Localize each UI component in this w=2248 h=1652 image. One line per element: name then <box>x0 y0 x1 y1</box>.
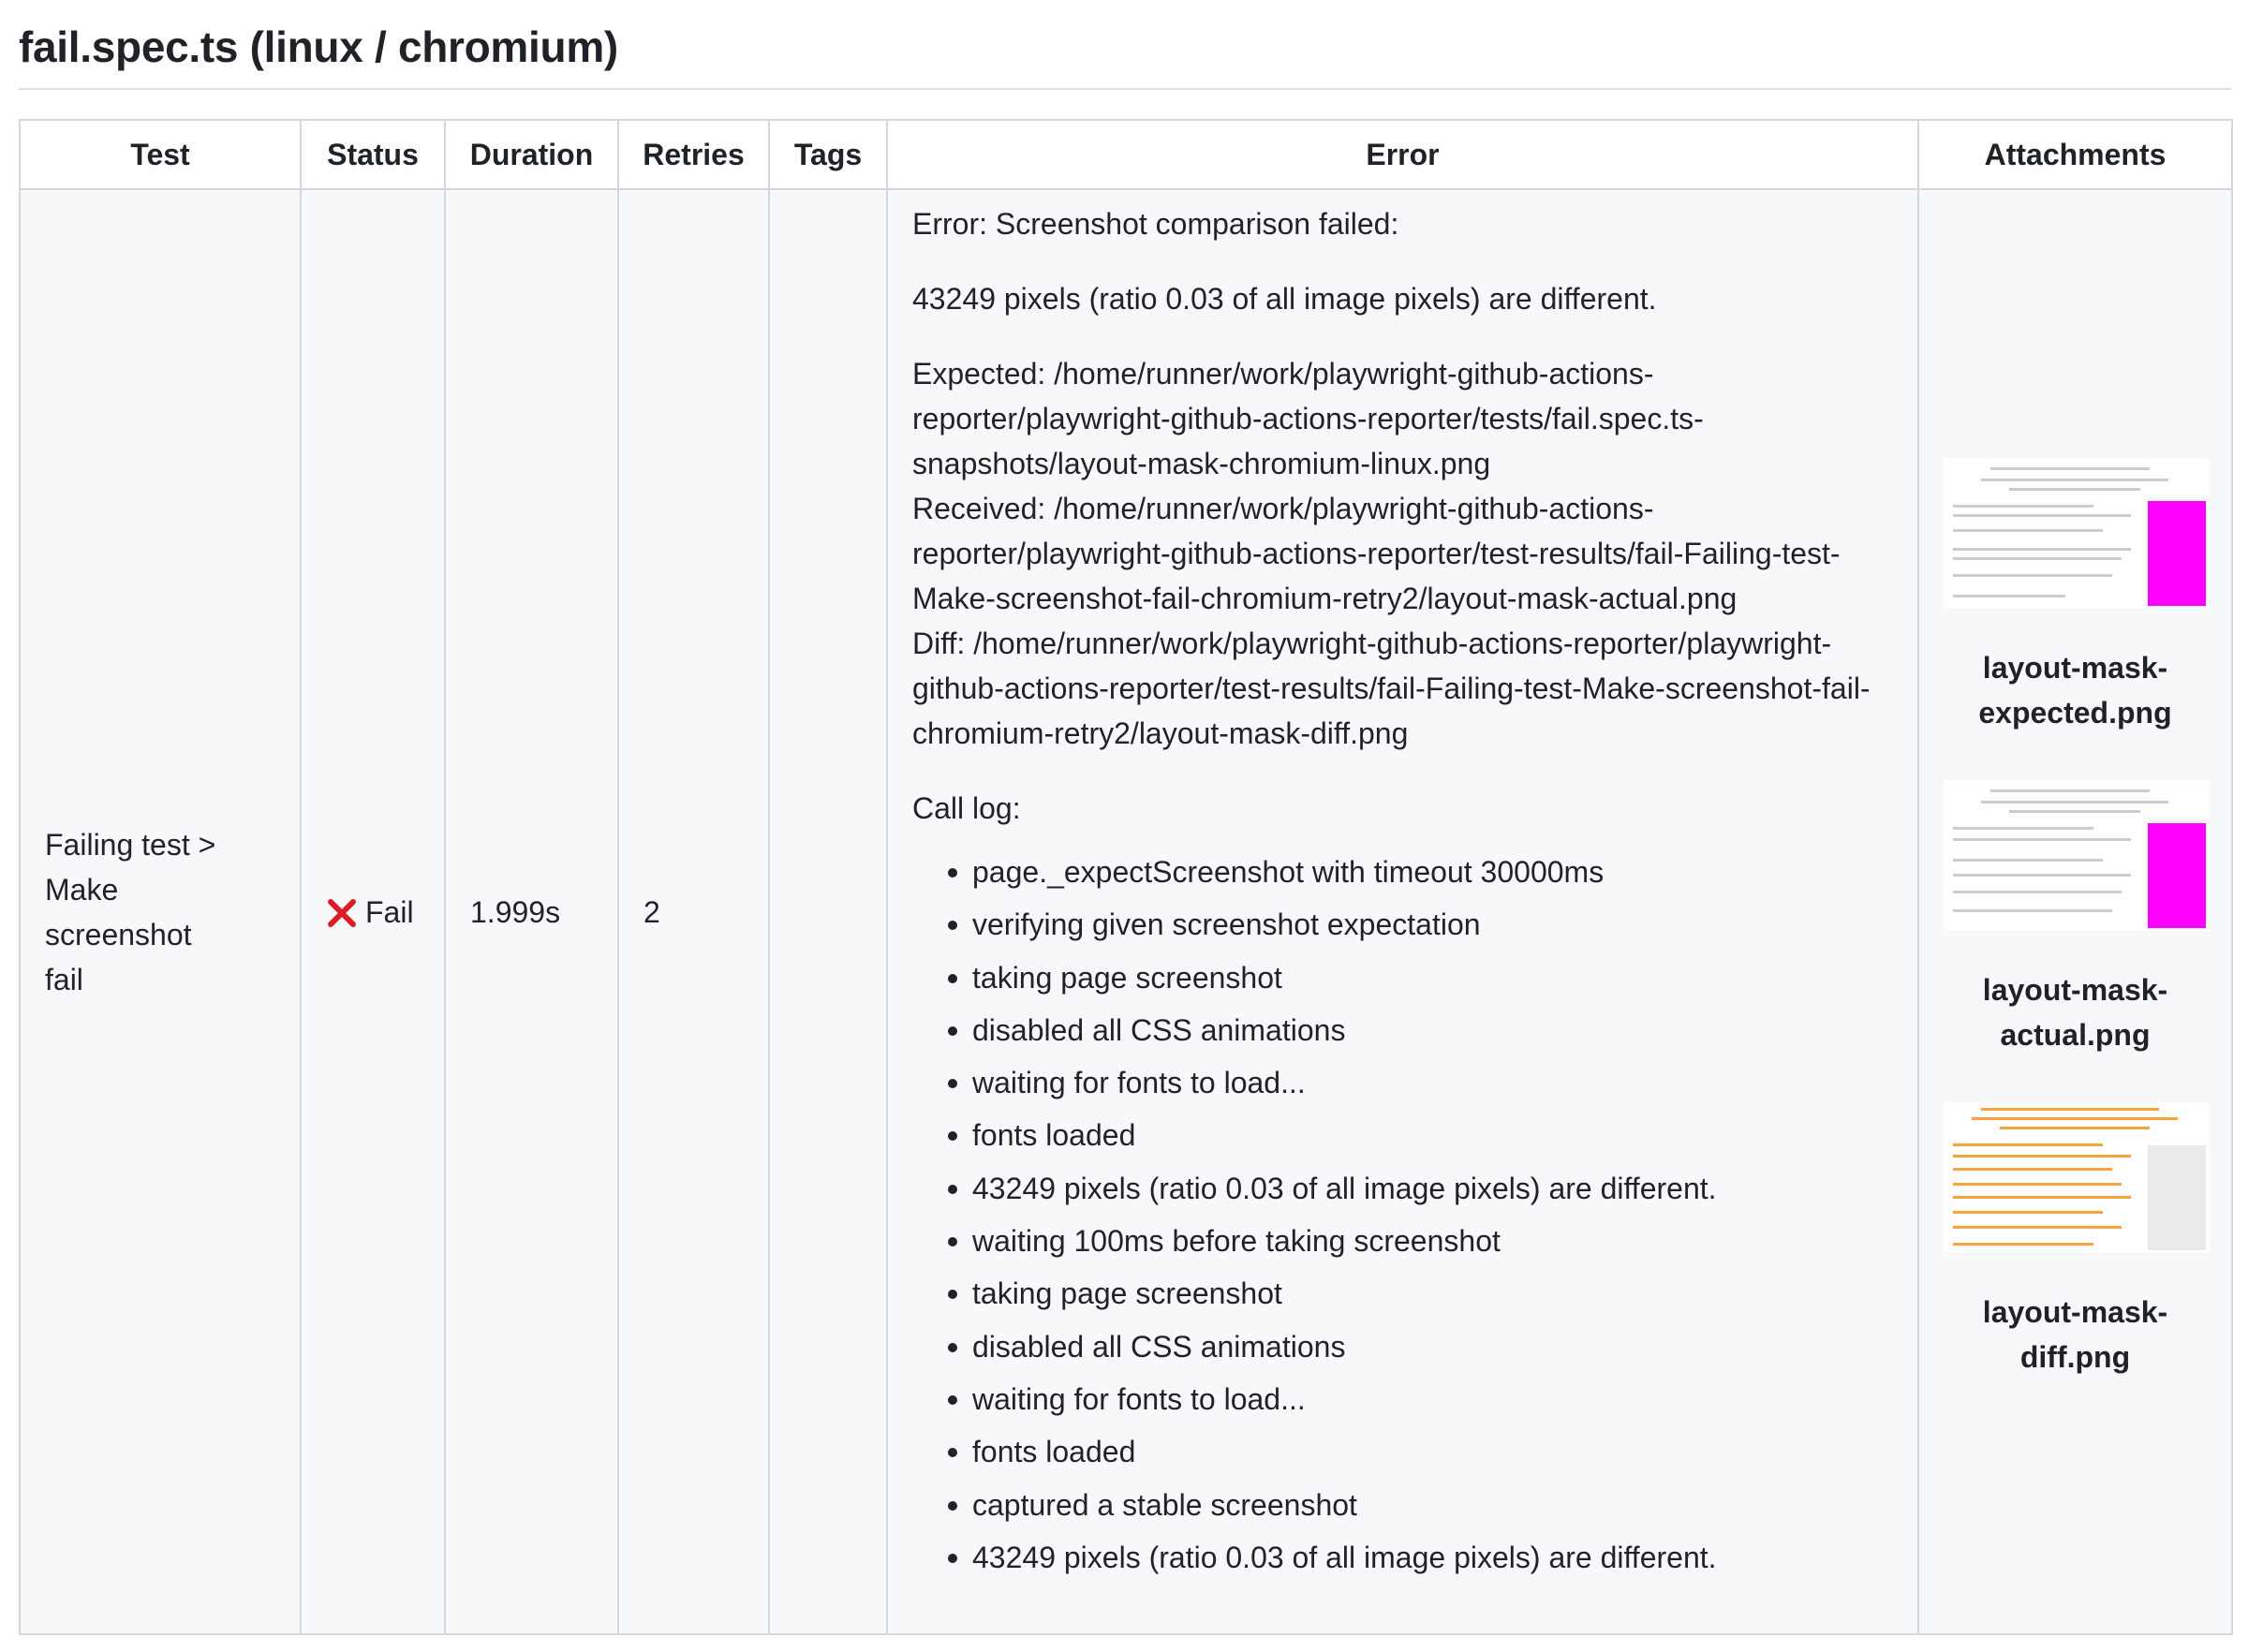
attachment-actual[interactable] <box>1944 780 2207 1091</box>
retries-cell: 2 <box>618 189 769 1634</box>
col-header-duration: Duration <box>445 120 618 189</box>
attachment-diff[interactable] <box>1944 1102 2207 1413</box>
diff-path: Diff: /home/runner/work/playwright-github-actions-reporter/playwright-github-actions-reporter/test-results/fail-Failing-test-Make-screenshot-fail-chromium-retry2/layout-mask-diff.png <box>912 627 1871 750</box>
col-header-tags: Tags <box>769 120 887 189</box>
col-header-error: Error <box>887 120 1918 189</box>
test-name: Failing test > Make screenshot fail <box>45 827 216 996</box>
list-item: taking page screenshot <box>948 951 1893 1004</box>
error-summary: 43249 pixels (ratio 0.03 of all image pixels) are different. <box>912 282 1657 316</box>
header-row <box>20 120 2232 189</box>
test-name-cell <box>20 189 301 1634</box>
x-mark-icon <box>326 896 358 928</box>
duration-cell: 1.999s <box>445 189 618 1634</box>
expected-thumbnail[interactable] <box>1944 458 2210 608</box>
col-header-attachments: Attachments <box>1918 120 2232 189</box>
list-item: page._expectScreenshot with timeout 30000ms <box>948 846 1893 898</box>
call-log-label: Call log: <box>912 791 1021 825</box>
list-item: waiting 100ms before taking screenshot <box>948 1215 1893 1267</box>
attachment-name: layout-mask-expected.png <box>1978 651 2172 730</box>
received-path: Received: /home/runner/work/playwright-github-actions-reporter/playwright-github-actions-reporter/test-results/fail-Failing-test-Make-screenshot-fail-chromium-retry2/layout-mask-actual.png <box>912 492 1841 615</box>
list-item: fonts loaded <box>948 1425 1893 1478</box>
page-title: fail.spec.ts (linux / chromium) <box>19 0 2231 90</box>
list-item: verifying given screenshot expectation <box>948 898 1893 951</box>
list-item: disabled all CSS animations <box>948 1004 1893 1056</box>
list-item: waiting for fonts to load... <box>948 1056 1893 1109</box>
col-header-retries: Retries <box>618 120 769 189</box>
results-table <box>19 119 2233 1635</box>
attachment-name: layout-mask-actual.png <box>1982 973 2168 1052</box>
list-item: 43249 pixels (ratio 0.03 of all image pixels) are different. <box>948 1531 1893 1584</box>
error-cell <box>887 189 1918 1634</box>
attachment-name: layout-mask-diff.png <box>1982 1295 2168 1374</box>
tags-cell <box>769 189 887 1634</box>
actual-thumbnail[interactable] <box>1944 780 2210 930</box>
attachments-cell <box>1918 189 2232 1634</box>
status-text: Fail <box>365 894 414 929</box>
attachment-expected[interactable] <box>1944 458 2207 769</box>
list-item: disabled all CSS animations <box>948 1320 1893 1373</box>
diff-thumbnail[interactable] <box>1944 1102 2210 1252</box>
table-row <box>20 189 2232 1634</box>
list-item: captured a stable screenshot <box>948 1479 1893 1531</box>
error-heading: Error: Screenshot comparison failed: <box>912 207 1399 241</box>
col-header-test: Test <box>20 120 301 189</box>
list-item: fonts loaded <box>948 1109 1893 1161</box>
error-paths <box>912 351 1893 756</box>
col-header-status: Status <box>301 120 445 189</box>
list-item: taking page screenshot <box>948 1267 1893 1320</box>
status-cell <box>301 189 445 1634</box>
call-log-list <box>912 846 1893 1584</box>
list-item: 43249 pixels (ratio 0.03 of all image pixels) are different. <box>948 1162 1893 1215</box>
expected-path: Expected: /home/runner/work/playwright-github-actions-reporter/playwright-github-actions-reporter/tests/fail.spec.ts-snapshots/layout-mask-chromium-linux.png <box>912 357 1704 480</box>
page <box>19 0 2231 1574</box>
list-item: waiting for fonts to load... <box>948 1373 1893 1425</box>
